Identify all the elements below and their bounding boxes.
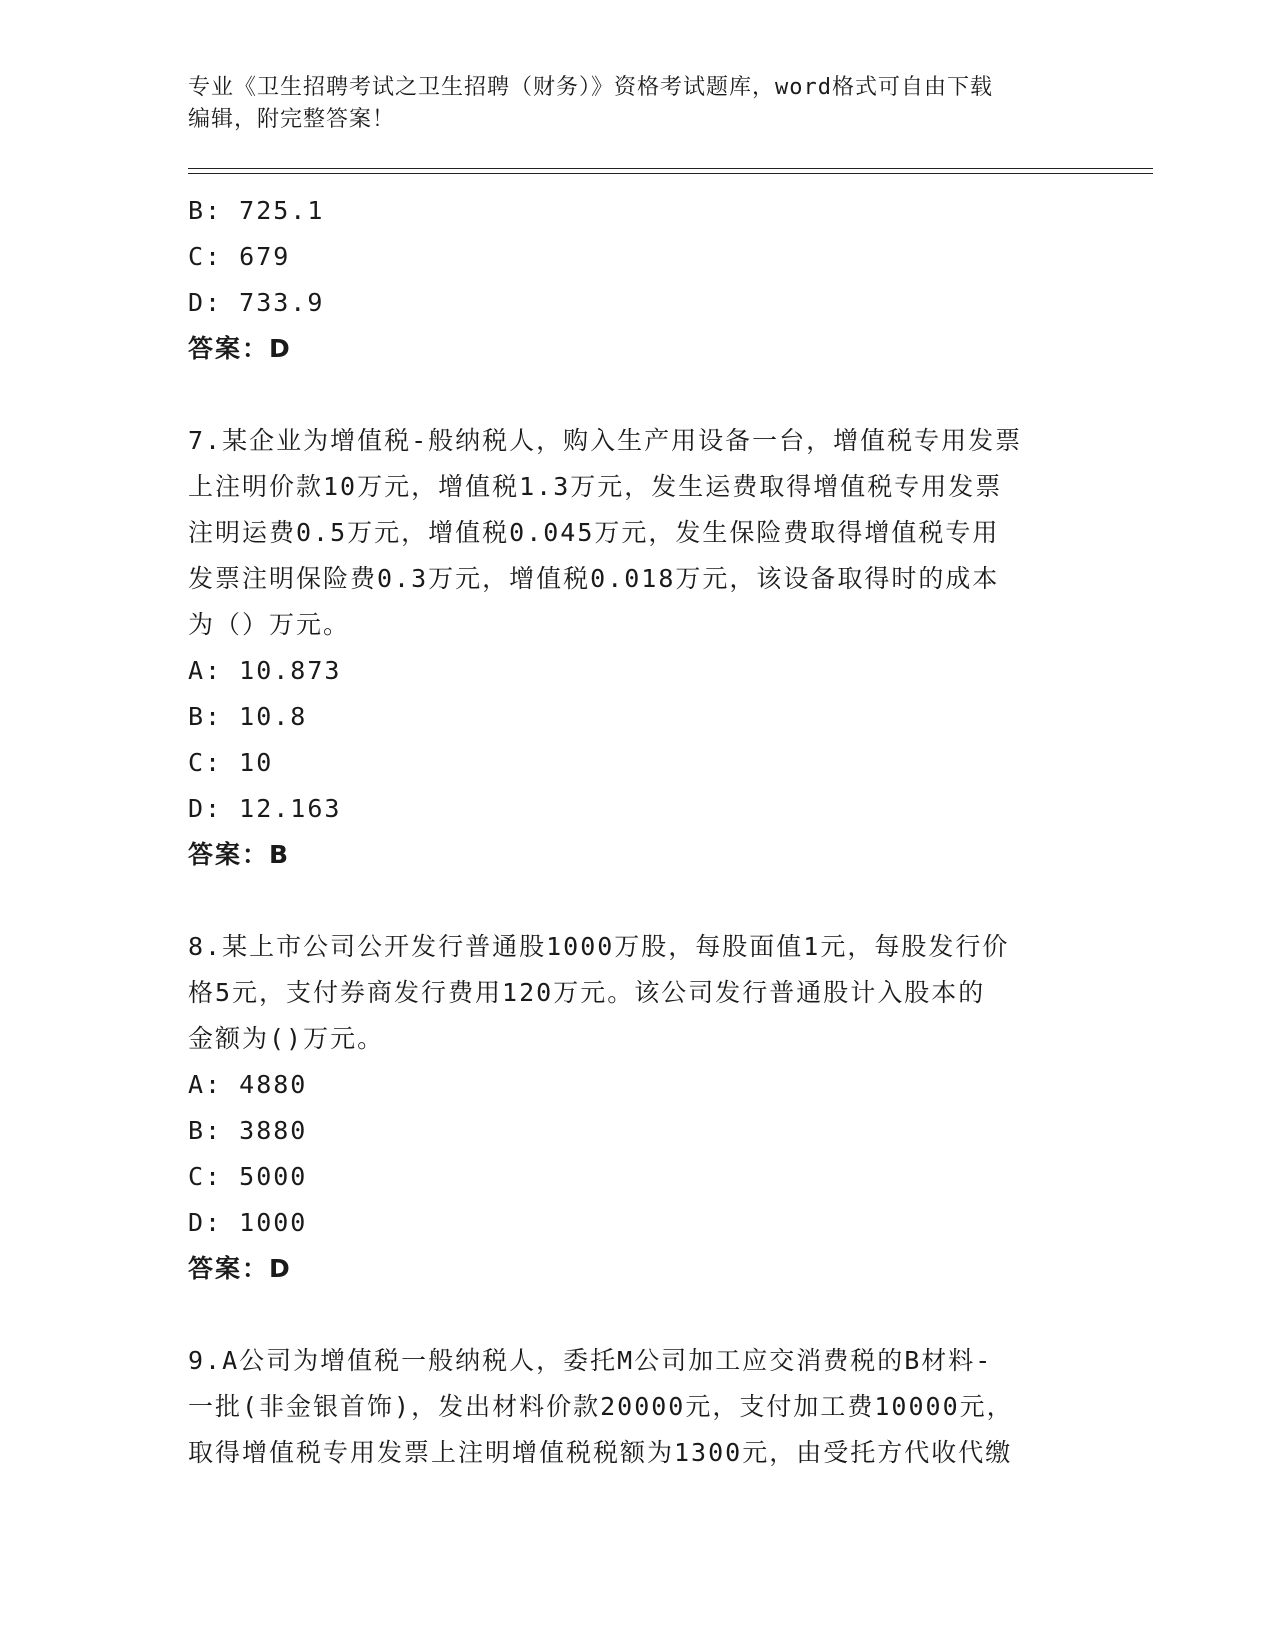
question-6-tail bbox=[188, 188, 1088, 372]
header-line-1: 专业《卫生招聘考试之卫生招聘（财务）》资格考试题库，word格式可自由下载 bbox=[188, 75, 993, 100]
document-body bbox=[188, 188, 1088, 1476]
question-text-line: 9.A公司为增值税一般纳税人，委托M公司加工应交消费税的B材料- bbox=[188, 1346, 993, 1375]
answer: 答案：D bbox=[188, 334, 292, 363]
question-text-line: 一批(非金银首饰)，发出材料价款20000元，支付加工费10000元， bbox=[188, 1392, 1014, 1421]
question-9 bbox=[188, 1338, 1088, 1476]
question-text-line: 发票注明保险费0.3万元，增值税0.018万元，该设备取得时的成本 bbox=[188, 564, 1000, 593]
option-d: D: 733.9 bbox=[188, 288, 325, 317]
option-c: C: 10 bbox=[188, 748, 274, 777]
option-d: D: 1000 bbox=[188, 1208, 308, 1237]
question-text-line: 金额为()万元。 bbox=[188, 1024, 385, 1053]
question-8 bbox=[188, 924, 1088, 1292]
question-text-line: 格5元，支付券商发行费用120万元。该公司发行普通股计入股本的 bbox=[188, 978, 986, 1007]
answer: 答案：B bbox=[188, 840, 291, 869]
question-7 bbox=[188, 418, 1088, 878]
question-text-line: 上注明价款10万元，增值税1.3万元，发生运费取得增值税专用发票 bbox=[188, 472, 1003, 501]
question-text-line: 取得增值税专用发票上注明增值税税额为1300元，由受托方代收代缴 bbox=[188, 1438, 1013, 1467]
option-a: A: 10.873 bbox=[188, 656, 342, 685]
header-rule-top bbox=[188, 168, 1153, 169]
header-line-2: 编辑，附完整答案！ bbox=[188, 107, 396, 132]
question-text-line: 7.某企业为增值税-般纳税人，购入生产用设备一台，增值税专用发票 bbox=[188, 426, 1023, 455]
option-a: A: 4880 bbox=[188, 1070, 308, 1099]
option-b: B: 725.1 bbox=[188, 196, 325, 225]
question-text-line: 注明运费0.5万元，增值税0.045万元，发生保险费取得增值税专用 bbox=[188, 518, 1000, 547]
option-c: C: 5000 bbox=[188, 1162, 308, 1191]
question-text-line: 为（）万元。 bbox=[188, 610, 351, 639]
answer: 答案：D bbox=[188, 1254, 292, 1283]
question-text-line: 8.某上市公司公开发行普通股1000万股，每股面值1元，每股发行价 bbox=[188, 932, 1010, 961]
option-d: D: 12.163 bbox=[188, 794, 342, 823]
document-header bbox=[188, 72, 1088, 136]
option-b: B: 10.8 bbox=[188, 702, 308, 731]
option-b: B: 3880 bbox=[188, 1116, 308, 1145]
option-c: C: 679 bbox=[188, 242, 291, 271]
header-rule-bottom bbox=[188, 173, 1153, 174]
